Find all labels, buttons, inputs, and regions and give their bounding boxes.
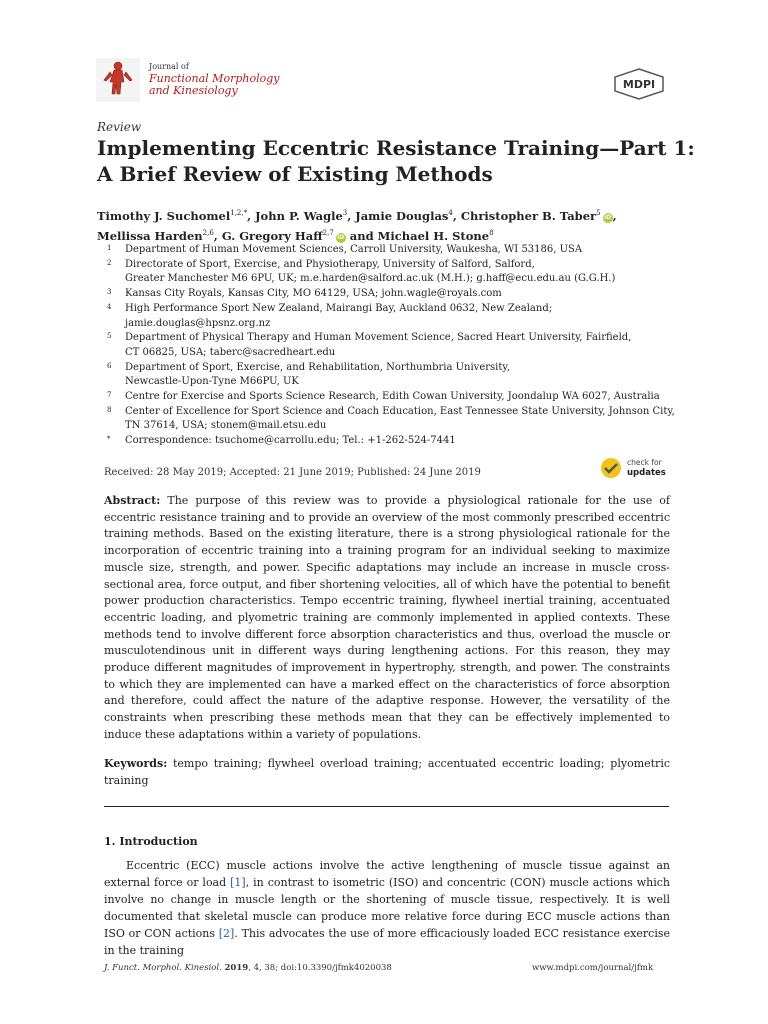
affiliation-item	[97, 331, 687, 360]
journal-name-line2: and Kinesiology	[149, 84, 238, 97]
footer-journal-abbr: J. Funct. Morphol. Kinesiol.	[104, 963, 222, 973]
affiliation-text: Greater Manchester M6 6PU, UK; m.e.harden@salford.ac.uk (M.H.); g.haff@ecu.edu.au (G.G.H.)	[125, 273, 616, 285]
affiliation-text: Centre for Exercise and Sports Science Research, Edith Cowan University, Joondalup WA 6027, Australia	[125, 391, 660, 403]
author-separator: ,	[612, 209, 617, 223]
affiliation-text: Directorate of Sport, Exercise, and Physiotherapy, University of Salford, Salford,	[125, 258, 535, 270]
keywords-text: tempo training; flywheel overload training; accentuated eccentric loading; plyometric training	[104, 757, 670, 787]
intro-text: , in contrast to isometric (ISO) and concentric (CON) muscle actions which involve no change in muscle length or the shortening of muscle tissue, respectively. It is well documented that skeletal muscle can produce more relative force during ECC muscle actions than ISO or CON actions	[104, 876, 670, 940]
affiliation-number: *	[107, 435, 111, 444]
author-name: Christopher B. Taber	[460, 209, 597, 223]
section-heading: 1. Introduction	[104, 835, 198, 848]
affiliation-text: TN 37614, USA; stonem@mail.etsu.edu	[125, 420, 327, 432]
author-list	[97, 205, 677, 245]
title-line-2: A Brief Review of Existing Methods	[97, 162, 493, 186]
footer-doi: , 4, 38; doi:10.3390/jfmk4020038	[248, 963, 392, 973]
check-for-updates-badge[interactable]	[600, 455, 680, 483]
affiliation-list	[97, 243, 687, 449]
citation-link[interactable]: [2]	[218, 927, 235, 940]
affiliation-item	[97, 243, 687, 258]
affiliation-item	[97, 287, 687, 302]
footer-url[interactable]: www.mdpi.com/journal/jfmk	[532, 963, 654, 973]
affiliation-item	[97, 434, 687, 449]
title-line-1: Implementing Eccentric Resistance Training—Part 1:	[97, 136, 695, 160]
author-name: Mellissa Harden	[97, 229, 203, 243]
mdpi-logo-icon	[612, 68, 666, 100]
abstract-text: The purpose of this review was to provide a physiological rationale for the use of eccentric resistance training and to provide an overview of the most commonly prescribed eccentric training methods. Based on the existing literature, there is a strong physiological rationale for the incorporation of eccentric training into a training program for an individual seeking to maximize muscle size, strength, and power. Specific adaptations may include an increase in muscle cross-sectional area, force output, and fiber shortening velocities, all of which have the potential to benefit power production characteristics. Tempo eccentric training, flywheel inertial training, accentuated eccentric loading, and plyometric training are commonly implemented in applied contexts. These methods tend to involve different force absorption characteristics and thus, overload the muscle or musculotendinous unit in different ways during lengthening actions. For this reason, they may produce different magnitudes of improvement in hypertrophy, strength, and power. The constraints to which they are implemented can have a marked effect on the characteristics of force absorption and therefore, could affect the nature of the adaptive response. However, the versatility of the constraints when prescribing these methods mean that they can be effectively implemented to induce these adaptations within a variety of populations.	[104, 494, 670, 741]
intro-text: Eccentric (ECC) muscle actions involve the active lengthening of muscle tissue against an external force or load	[104, 859, 670, 889]
affiliation-item	[97, 302, 687, 331]
affiliation-text: jamie.douglas@hpsnz.org.nz	[125, 317, 271, 329]
affiliation-item	[97, 390, 687, 405]
author-affiliation-marker: 2,6	[202, 229, 214, 237]
affiliation-text: Department of Physical Therapy and Human Movement Science, Sacred Heart University, Fairfield,	[125, 332, 632, 344]
citation-link[interactable]: [1]	[230, 876, 246, 889]
affiliation-number: 3	[107, 288, 112, 297]
affiliation-item	[97, 258, 687, 287]
footer-citation	[104, 963, 392, 973]
author-separator: ,	[247, 209, 256, 223]
affiliation-number: 8	[107, 405, 112, 414]
affiliation-text: Newcastle-Upon-Tyne M66PU, UK	[125, 376, 299, 388]
publication-dates: Received: 28 May 2019; Accepted: 21 June 2019; Published: 24 June 2019	[104, 467, 481, 478]
article-title	[97, 135, 697, 187]
author-name: G. Gregory Haff	[221, 229, 323, 243]
affiliation-text: Kansas City Royals, Kansas City, MO 64129, USA; john.wagle@royals.com	[125, 288, 502, 300]
affiliation-item	[97, 361, 687, 390]
affiliation-text: High Performance Sport New Zealand, Mairangi Bay, Auckland 0632, New Zealand;	[125, 302, 553, 314]
author-affiliation-marker: 1,2,*	[230, 209, 248, 217]
affiliation-item	[97, 405, 687, 434]
correspondence-text: Correspondence: tsuchome@carrollu.edu; Tel.: +1-262-524-7441	[125, 435, 456, 447]
keywords	[104, 755, 670, 789]
footer-year: 2019	[224, 963, 249, 973]
affiliation-number: 2	[107, 258, 112, 267]
journal-name-line1: Functional Morphology	[149, 72, 280, 85]
affiliation-number: 1	[107, 244, 112, 252]
section-divider	[104, 806, 669, 807]
mdpi-logo-text: MDPI	[622, 78, 656, 91]
author-name: Michael H. Stone	[377, 229, 490, 243]
author-separator: ,	[452, 209, 461, 223]
abstract	[104, 493, 670, 744]
intro-text: . This advocates the use of more efficaciously loaded ECC resistance exercise in the training	[104, 927, 670, 957]
author-affiliation-marker: 3	[342, 209, 348, 217]
check-for-updates-icon	[600, 457, 622, 479]
check-updates-line2: updates	[627, 468, 666, 478]
affiliation-text: Center of Excellence for Sport Science and Coach Education, East Tennessee State University, Johnson City,	[125, 405, 675, 417]
author-name: Timothy J. Suchomel	[97, 209, 231, 223]
author-affiliation-marker: 5	[596, 209, 601, 217]
affiliation-text: CT 06825, USA; taberc@sacredheart.edu	[125, 346, 336, 358]
affiliation-number: 6	[107, 361, 112, 370]
author-affiliation-marker: 2,7	[322, 229, 334, 237]
author-separator: and	[345, 229, 378, 243]
author-name: Jamie Douglas	[355, 209, 449, 223]
author-separator: ,	[213, 229, 222, 243]
affiliation-number: 4	[107, 302, 112, 311]
intro-paragraph	[104, 857, 670, 959]
abstract-label: Abstract:	[104, 494, 161, 507]
author-separator: ,	[347, 209, 356, 223]
affiliation-text: Department of Human Movement Sciences, Carroll University, Waukesha, WI 53186, USA	[125, 244, 583, 255]
check-updates-line1: check for	[627, 458, 662, 467]
author-affiliation-marker: 8	[489, 229, 494, 237]
orcid-icon[interactable]: iD	[337, 234, 345, 241]
affiliation-number: 7	[107, 391, 112, 400]
author-affiliation-marker: 4	[448, 209, 453, 217]
article-type: Review	[97, 120, 142, 134]
journal-logo	[96, 58, 140, 102]
author-name: John P. Wagle	[255, 209, 343, 223]
mdpi-logo	[612, 68, 666, 100]
journal-figure-icon	[96, 58, 140, 102]
affiliation-text: Department of Sport, Exercise, and Rehabilitation, Northumbria University,	[125, 361, 510, 373]
affiliation-number: 5	[107, 332, 112, 341]
keywords-label: Keywords:	[104, 757, 168, 770]
journal-name-prefix: Journal of	[149, 62, 189, 71]
journal-name	[149, 61, 279, 97]
orcid-icon[interactable]: iD	[604, 214, 612, 221]
